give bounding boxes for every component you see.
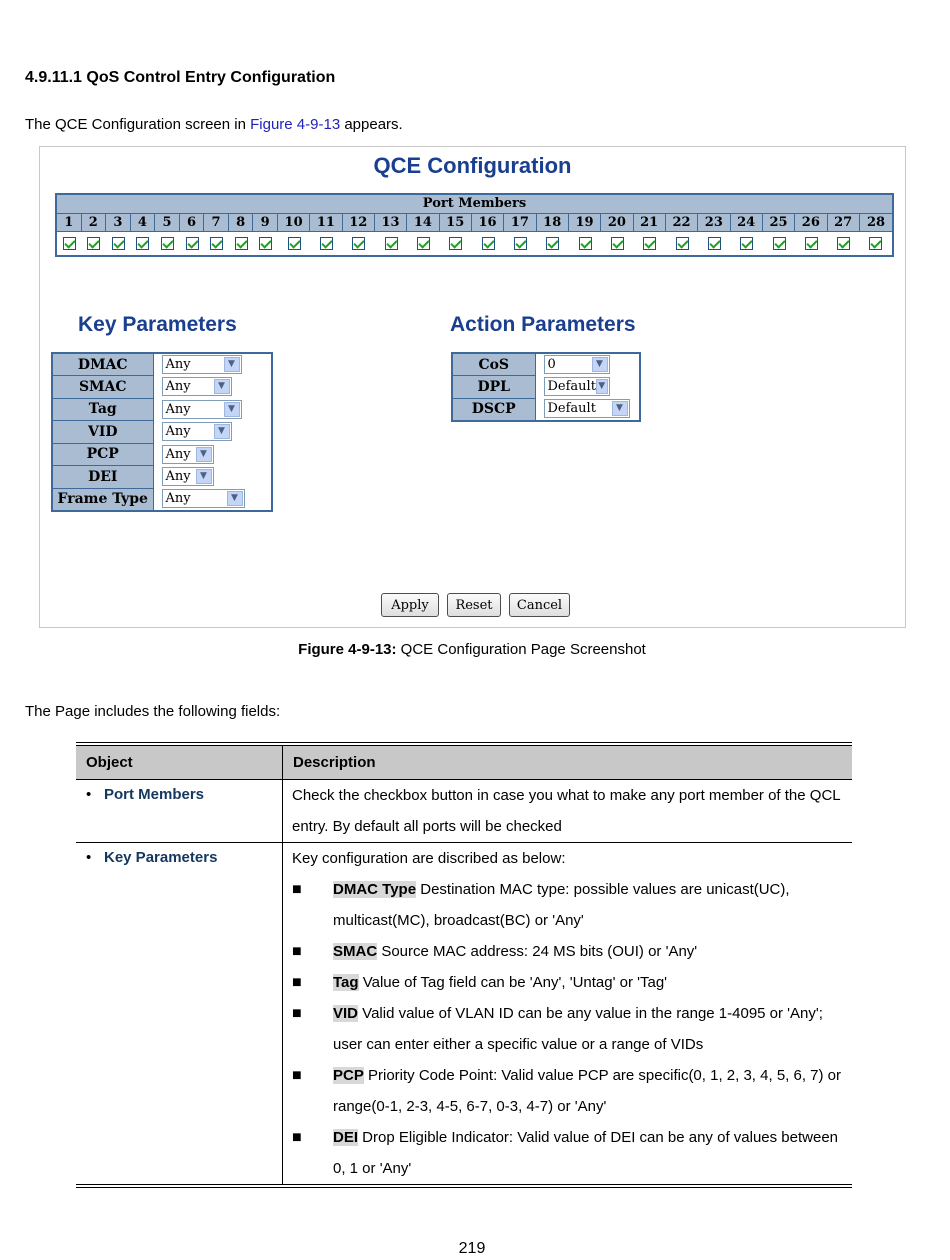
black-square-icon: ■ bbox=[292, 974, 302, 991]
port-checkbox-cell bbox=[795, 232, 827, 255]
black-square-icon: ■ bbox=[292, 943, 302, 960]
key-param-select[interactable] bbox=[162, 400, 242, 419]
port-checkbox[interactable] bbox=[161, 237, 174, 250]
select-value: Any bbox=[165, 379, 191, 395]
port-checkbox-cell bbox=[504, 232, 536, 255]
caption-text: QCE Configuration Page Screenshot bbox=[396, 641, 646, 658]
intro-text-before: The QCE Configuration screen in bbox=[25, 116, 251, 133]
port-checkbox[interactable] bbox=[514, 237, 527, 250]
port-number: 9 bbox=[253, 214, 278, 231]
table-row bbox=[76, 780, 852, 842]
key-param-keyword: DMAC Type bbox=[333, 881, 417, 898]
port-checkbox[interactable] bbox=[546, 237, 559, 250]
port-number: 19 bbox=[569, 214, 601, 231]
port-checkbox[interactable] bbox=[112, 237, 125, 250]
chevron-down-icon[interactable]: ▼ bbox=[214, 379, 230, 394]
key-param-row bbox=[52, 488, 272, 511]
key-param-item bbox=[292, 1122, 842, 1184]
port-checkbox[interactable] bbox=[352, 237, 365, 250]
black-square-icon: ■ bbox=[292, 1067, 302, 1084]
port-number: 18 bbox=[537, 214, 569, 231]
action-param-label: DPL bbox=[452, 376, 535, 399]
port-number: 21 bbox=[634, 214, 666, 231]
port-checkbox[interactable] bbox=[837, 237, 850, 250]
key-param-value-cell bbox=[153, 421, 272, 444]
key-param-row bbox=[52, 421, 272, 444]
select-value: Any bbox=[165, 491, 191, 507]
port-number: 17 bbox=[504, 214, 536, 231]
port-checkbox[interactable] bbox=[643, 237, 656, 250]
port-checkbox[interactable] bbox=[417, 237, 430, 250]
key-param-explanation: Destination MAC type: possible values are unicast(UC), multicast(MC), broadcast(BC) or 'Any' bbox=[333, 881, 790, 929]
fields-table-header bbox=[76, 746, 852, 780]
key-param-item-text bbox=[333, 998, 842, 1060]
chevron-down-icon[interactable]: ▼ bbox=[214, 424, 230, 439]
select-value: Any bbox=[165, 401, 191, 417]
key-param-keyword: VID bbox=[333, 1005, 359, 1022]
header-description: Description bbox=[293, 754, 376, 771]
object-name: Port Members bbox=[104, 786, 205, 803]
port-checkbox-cell bbox=[106, 232, 131, 255]
port-checkbox[interactable] bbox=[740, 237, 753, 250]
qce-screenshot bbox=[39, 146, 906, 628]
key-param-item-text bbox=[333, 936, 842, 967]
port-number: 2 bbox=[82, 214, 107, 231]
select-value: Any bbox=[165, 424, 191, 440]
port-number: 15 bbox=[440, 214, 472, 231]
port-checkbox[interactable] bbox=[320, 237, 333, 250]
chevron-down-icon[interactable]: ▼ bbox=[196, 447, 212, 462]
port-checkbox[interactable] bbox=[63, 237, 76, 250]
key-param-row bbox=[52, 398, 272, 421]
port-number: 3 bbox=[106, 214, 131, 231]
port-checkbox[interactable] bbox=[235, 237, 248, 250]
port-number: 23 bbox=[698, 214, 730, 231]
action-param-value-cell bbox=[535, 353, 640, 376]
key-param-row bbox=[52, 353, 272, 376]
key-parameters-intro: Key configuration are discribed as below: bbox=[292, 850, 566, 867]
page-number: 219 bbox=[458, 1240, 486, 1257]
port-number: 5 bbox=[155, 214, 180, 231]
port-checkbox-cell bbox=[278, 232, 310, 255]
port-number: 26 bbox=[795, 214, 827, 231]
action-param-row bbox=[452, 376, 640, 399]
port-checkbox-cell bbox=[82, 232, 107, 255]
chevron-down-icon[interactable]: ▼ bbox=[227, 491, 243, 506]
port-members-header: Port Members bbox=[57, 195, 892, 214]
port-checkbox[interactable] bbox=[579, 237, 592, 250]
chevron-down-icon[interactable]: ▼ bbox=[196, 469, 212, 484]
key-param-item bbox=[292, 936, 842, 967]
key-param-label: PCP bbox=[52, 443, 153, 466]
key-param-select[interactable] bbox=[162, 467, 214, 486]
port-number: 16 bbox=[472, 214, 504, 231]
key-param-select[interactable] bbox=[162, 377, 232, 396]
qce-title: QCE Configuration bbox=[373, 153, 572, 178]
key-param-label: VID bbox=[52, 421, 153, 444]
port-number: 27 bbox=[828, 214, 860, 231]
reset-button[interactable]: Reset bbox=[447, 593, 501, 617]
key-param-item bbox=[292, 967, 842, 998]
key-param-label: DMAC bbox=[52, 353, 153, 376]
cancel-button[interactable]: Cancel bbox=[509, 593, 570, 617]
table-row bbox=[76, 842, 852, 1184]
port-checkbox[interactable] bbox=[869, 237, 882, 250]
action-param-value-cell bbox=[535, 376, 640, 399]
key-param-label: SMAC bbox=[52, 376, 153, 399]
port-checkbox[interactable] bbox=[676, 237, 689, 250]
port-number: 7 bbox=[204, 214, 229, 231]
key-param-item bbox=[292, 998, 842, 1060]
action-param-label: DSCP bbox=[452, 398, 535, 421]
chevron-down-icon[interactable]: ▼ bbox=[224, 402, 240, 417]
key-param-item-text bbox=[333, 1060, 842, 1122]
port-checkbox-cell bbox=[57, 232, 82, 255]
key-param-label: DEI bbox=[52, 466, 153, 489]
port-checkbox-cell bbox=[310, 232, 342, 255]
select-value: Any bbox=[165, 446, 191, 462]
form-buttons bbox=[381, 593, 570, 617]
black-square-icon: ■ bbox=[292, 881, 302, 898]
port-checkbox-cell bbox=[731, 232, 763, 255]
key-param-item-text bbox=[333, 1122, 842, 1184]
action-param-row bbox=[452, 353, 640, 376]
select-value: Default bbox=[547, 401, 596, 417]
fields-intro: The Page includes the following fields: bbox=[25, 703, 281, 720]
key-param-row bbox=[52, 466, 272, 489]
action-param-select[interactable] bbox=[544, 399, 630, 418]
port-checkbox-cell bbox=[698, 232, 730, 255]
port-checkbox[interactable] bbox=[482, 237, 495, 250]
port-number: 4 bbox=[131, 214, 156, 231]
port-checkbox[interactable] bbox=[259, 237, 272, 250]
key-param-item-text bbox=[333, 967, 842, 998]
port-number: 28 bbox=[866, 215, 886, 230]
black-square-icon: ■ bbox=[292, 1129, 302, 1146]
key-param-value-cell bbox=[153, 376, 272, 399]
port-checkbox[interactable] bbox=[611, 237, 624, 250]
port-number: 13 bbox=[375, 214, 407, 231]
port-checkbox-cell bbox=[569, 232, 601, 255]
object-cell bbox=[76, 780, 283, 842]
key-parameters-list bbox=[292, 874, 842, 1184]
key-param-item bbox=[292, 874, 842, 936]
key-param-select[interactable] bbox=[162, 422, 232, 441]
port-number: 10 bbox=[278, 214, 310, 231]
key-param-explanation: Value of Tag field can be 'Any', 'Untag' or 'Tag' bbox=[358, 974, 668, 991]
chevron-down-icon[interactable]: ▼ bbox=[224, 357, 240, 372]
port-checkbox-cell bbox=[253, 232, 278, 255]
port-number: 8 bbox=[229, 214, 254, 231]
select-value: Any bbox=[165, 469, 191, 485]
port-number: 1 bbox=[57, 214, 82, 231]
port-number: 11 bbox=[310, 214, 342, 231]
port-checkbox-cell bbox=[472, 232, 504, 255]
port-checkbox[interactable] bbox=[186, 237, 199, 250]
action-param-label: CoS bbox=[452, 353, 535, 376]
key-param-keyword: DEI bbox=[333, 1129, 359, 1146]
key-param-item-text bbox=[333, 874, 842, 936]
description-cell: Check the checkbox button in case you what to make any port member of the QCL entry. By default all ports will be checked bbox=[292, 787, 841, 835]
port-checkbox[interactable] bbox=[136, 237, 149, 250]
port-number: 12 bbox=[343, 214, 375, 231]
port-checkbox-cell bbox=[828, 232, 860, 255]
key-param-explanation: Source MAC address: 24 MS bits (OUI) or 'Any' bbox=[377, 943, 698, 960]
intro-paragraph bbox=[25, 116, 403, 133]
key-param-select[interactable] bbox=[162, 489, 245, 508]
port-checkbox[interactable] bbox=[87, 237, 100, 250]
action-param-value-cell bbox=[535, 398, 640, 421]
port-checkbox-cell bbox=[440, 232, 472, 255]
chevron-down-icon[interactable]: ▼ bbox=[612, 401, 628, 416]
port-checkbox-cell bbox=[537, 232, 569, 255]
select-value: Any bbox=[165, 357, 191, 373]
port-checkbox-cell bbox=[229, 232, 254, 255]
port-number-row bbox=[57, 214, 892, 232]
chevron-down-icon[interactable]: ▼ bbox=[592, 357, 608, 372]
port-checkbox-cell bbox=[666, 232, 698, 255]
action-parameters-title: Action Parameters bbox=[450, 313, 636, 336]
bullet-icon: • bbox=[86, 786, 92, 803]
port-checkbox[interactable] bbox=[449, 237, 462, 250]
port-checkbox-row bbox=[57, 232, 892, 255]
port-checkbox[interactable] bbox=[385, 237, 398, 250]
port-checkbox-cell bbox=[407, 232, 439, 255]
port-checkbox-cell bbox=[343, 232, 375, 255]
object-name: Key Parameters bbox=[104, 849, 218, 866]
port-checkbox-cell bbox=[375, 232, 407, 255]
black-square-icon: ■ bbox=[292, 1005, 302, 1022]
select-value: Default bbox=[547, 379, 596, 395]
key-param-select[interactable] bbox=[162, 445, 214, 464]
bullet-icon: • bbox=[86, 849, 92, 866]
select-value: 0 bbox=[547, 357, 556, 373]
port-checkbox[interactable] bbox=[708, 237, 721, 250]
port-checkbox-cell bbox=[634, 232, 666, 255]
key-param-explanation: Drop Eligible Indicator: Valid value of DEI can be any of values between 0, 1 or 'Any' bbox=[333, 1129, 839, 1177]
port-checkbox[interactable] bbox=[773, 237, 786, 250]
key-param-explanation: Priority Code Point: Valid value PCP are specific(0, 1, 2, 3, 4, 5, 6, 7) or range(0-1, 2-3, 4-5, 6-7, 0-3, 4-7) or 'Any' bbox=[333, 1067, 842, 1115]
port-checkbox[interactable] bbox=[288, 237, 301, 250]
key-param-explanation: Valid value of VLAN ID can be any value in the range 1-4095 or 'Any'; user can enter either a specific value or a range of VIDs bbox=[333, 1005, 823, 1053]
chevron-down-icon[interactable]: ▼ bbox=[596, 379, 608, 394]
intro-text-after: appears. bbox=[340, 116, 403, 133]
key-param-label: Frame Type bbox=[52, 488, 153, 511]
key-param-label: Tag bbox=[52, 398, 153, 421]
port-checkbox-cell bbox=[180, 232, 205, 255]
key-param-value-cell bbox=[153, 466, 272, 489]
header-object: Object bbox=[76, 746, 283, 779]
key-param-row bbox=[52, 376, 272, 399]
key-param-keyword: Tag bbox=[333, 974, 359, 991]
port-checkbox-cell bbox=[155, 232, 180, 255]
key-param-keyword: PCP bbox=[333, 1067, 364, 1084]
key-param-value-cell bbox=[153, 353, 272, 376]
port-number: 24 bbox=[731, 214, 763, 231]
port-number: 6 bbox=[180, 214, 205, 231]
port-checkbox[interactable] bbox=[805, 237, 818, 250]
key-param-row bbox=[52, 443, 272, 466]
figure-link[interactable]: Figure 4-9-13 bbox=[250, 116, 341, 133]
port-checkbox[interactable] bbox=[210, 237, 223, 250]
port-number: 22 bbox=[666, 214, 698, 231]
key-parameters-table bbox=[51, 352, 273, 512]
apply-button[interactable]: Apply bbox=[381, 593, 439, 617]
caption-label: Figure 4-9-13: bbox=[298, 641, 397, 658]
key-param-value-cell bbox=[153, 398, 272, 421]
key-param-value-cell bbox=[153, 488, 272, 511]
port-number: 20 bbox=[601, 214, 633, 231]
object-cell bbox=[76, 843, 283, 1184]
port-number: 25 bbox=[763, 214, 795, 231]
figure-caption bbox=[0, 641, 944, 658]
port-checkbox-cell bbox=[860, 232, 892, 255]
action-param-select[interactable] bbox=[544, 355, 610, 374]
port-number: 14 bbox=[407, 214, 439, 231]
section-heading: 4.9.11.1 QoS Control Entry Configuration bbox=[25, 69, 336, 86]
port-checkbox-cell bbox=[204, 232, 229, 255]
key-param-keyword: SMAC bbox=[333, 943, 378, 960]
port-checkbox-cell bbox=[131, 232, 156, 255]
key-param-select[interactable] bbox=[162, 355, 242, 374]
key-param-item bbox=[292, 1060, 842, 1122]
description-cell bbox=[283, 843, 852, 1184]
port-members-table bbox=[55, 193, 894, 257]
action-parameters-table bbox=[451, 352, 641, 422]
action-param-row bbox=[452, 398, 640, 421]
key-param-value-cell bbox=[153, 443, 272, 466]
action-param-select[interactable] bbox=[544, 377, 610, 396]
key-parameters-title: Key Parameters bbox=[78, 313, 237, 336]
port-checkbox-cell bbox=[763, 232, 795, 255]
port-checkbox-cell bbox=[601, 232, 633, 255]
fields-table bbox=[76, 742, 852, 1188]
